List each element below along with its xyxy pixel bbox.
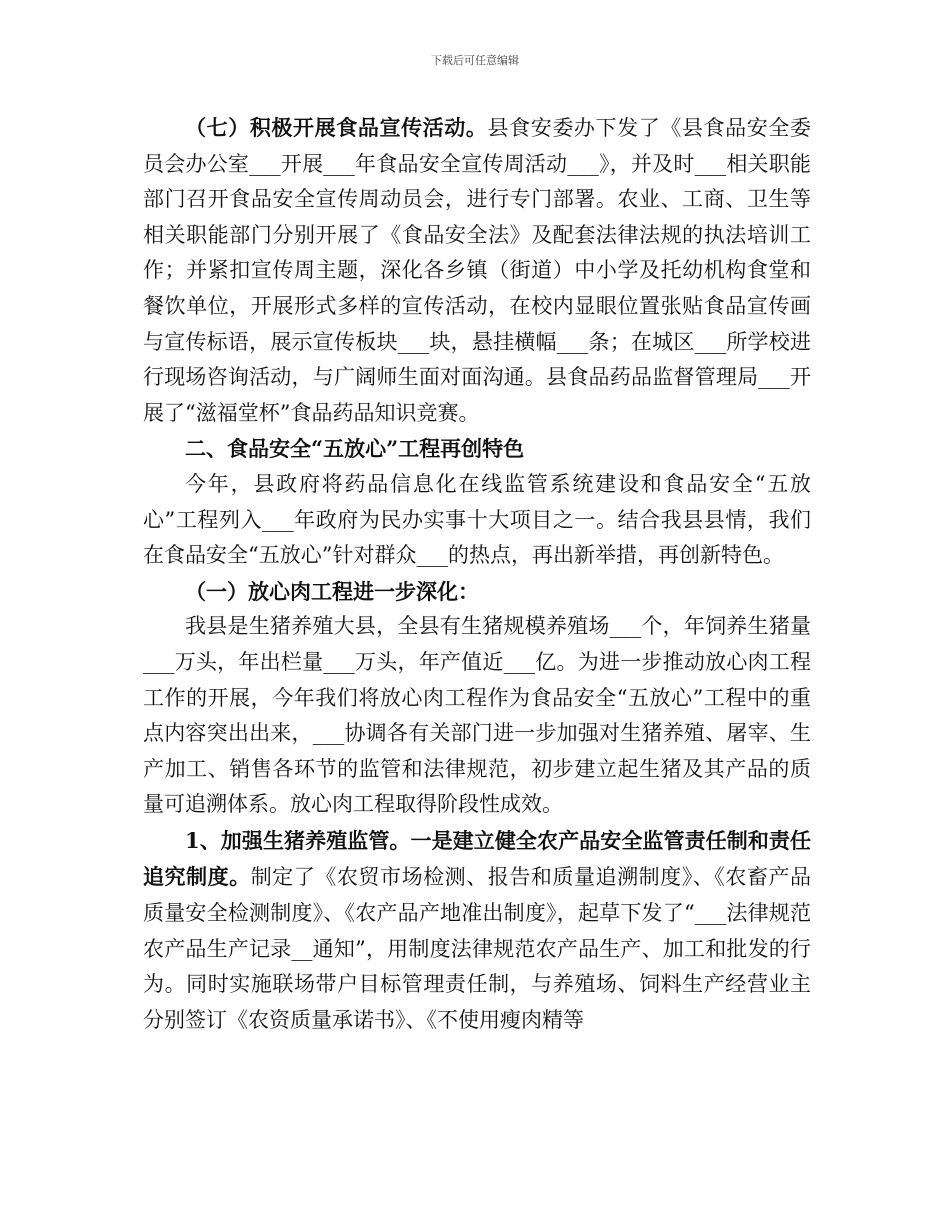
paragraph-food-publicity	[143, 110, 811, 431]
subsection-heading-meat: （一）放心肉工程进一步深化：	[185, 578, 479, 604]
paragraph-meat-project: 我县是生猪养殖大县，全县有生猪规模养殖场___个，年饲养生猪量___万头，年出栏量___万头，年产值近___亿。为进一步推动放心肉工程工作的开展，今年我们将放心肉工程作为食品安全“五放心”工程中的重点内容突出出来，___协调各有关部门进一步加强对生猪养殖、屠宰、生产加工、销售各环节的监管和法律规范，初步建立起生猪及其产品的质量可追溯体系。放心肉工程取得阶段性成效。	[143, 614, 811, 817]
paragraph-heading-bold: （七）积极开展食品宣传活动。	[185, 115, 488, 140]
document-body	[143, 110, 811, 1038]
paragraph-heading-bold: 1、加强生猪养殖监管。一是建立健全农产品安全监管责任制和责任追究制度。	[143, 827, 811, 890]
section-heading-five-assurance: 二、食品安全“五放心”工程再创特色	[185, 436, 525, 462]
paragraph-five-assurance-intro: 今年，县政府将药品信息化在线监管系统建设和食品安全“五放心”工程列入___年政府为民办实事十大项目之一。结合我县县情，我们在食品安全“五放心”针对群众___的热点，再出新举措，再创新特色。	[143, 471, 811, 568]
page-header: 下载后可任意编辑	[431, 54, 519, 67]
paragraph-text: 县食安委办下发了《县食品安全委员会办公室___开展___年食品安全宣传周活动___》，并及时___相关职能部门召开食品安全宣传周动员会，进行专门部署。农业、工商、卫生等相关职能部门分别开展了《食品安全法》及配套法律法规的执法培训工作；并紧扣宣传周主题，深化各乡镇（街道）中小学及托幼机构食堂和餐饮单位，开展形式多样的宣传活动，在校内显眼位置张贴食品宣传画与宣传标语，展示宣传板块___块，悬挂横幅___条；在城区___所学校进行现场咨询活动，与广阔师生面对面沟通。县食品药品监督管理局___开展了“滋福堂杯”食品药品知识竞赛。	[143, 116, 811, 425]
paragraph-text: 制定了《农贸市场检测、报告和质量追溯制度》、《农畜产品质量安全检测制度》、《农产品产地准出制度》，起草下发了“___法律规范农产品生产记录__通知”，用制度法律规范农产品生产、加工和批发的行为。同时实施联场带户目标管理责任制，与养殖场、饲料生产经营业主分别签订《农资质量承诺书》、《不使用瘦肉精等	[143, 865, 812, 1032]
paragraph-pig-farming	[143, 823, 811, 1039]
